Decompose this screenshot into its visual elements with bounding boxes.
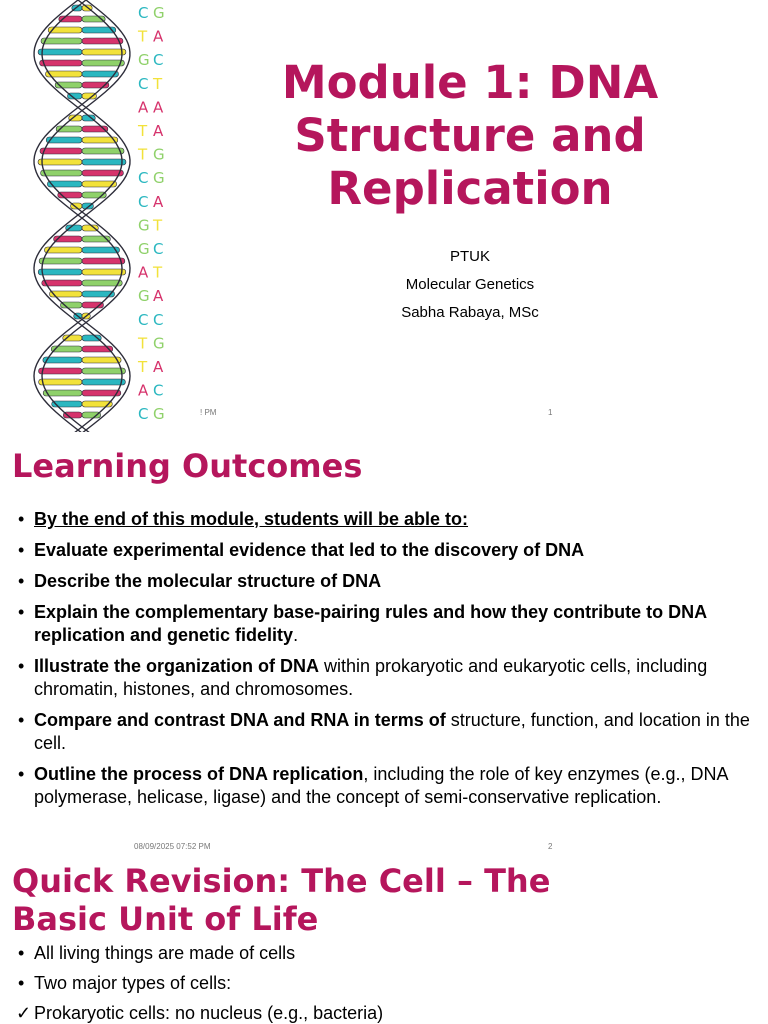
base-letter: A [153,287,164,306]
revision-list [18,941,754,1024]
base-letter: G [138,287,150,306]
base-letter: C [153,310,164,329]
base-letter: A [138,98,149,117]
cell-revision-slide [0,852,768,1024]
list-item: • Explain the complementary base-pairing rules and how they contribute to DNA replication and genetic fidelity. [18,601,754,647]
title-line: Basic Unit of Life [12,900,319,938]
base-pair-rung [82,170,123,176]
base-letter: A [138,381,149,400]
base-letter: T [138,145,148,164]
base-letter: C [138,405,149,424]
base-letter: G [153,145,165,164]
list-item: • Describe the molecular structure of DNA [18,570,754,593]
base-pair-rung [41,38,82,44]
base-letter: T [138,358,148,376]
base-letter: G [153,405,165,424]
base-letter: C [138,169,149,188]
base-letter: G [153,334,165,353]
base-pair-rung [82,258,125,264]
base-pair-rung [40,148,82,154]
list-item: • Illustrate the organization of DNA within prokaryotic and eukaryotic cells, including chromatin, histones, and chromosomes. [18,655,754,701]
list-item: • Evaluate experimental evidence that led to the discovery of DNA [18,539,754,562]
base-pair-rung [82,38,123,44]
base-pair-rung [38,49,82,55]
title-line: Replication [327,162,613,215]
base-letter: T [138,334,148,353]
base-letter: T [153,216,163,235]
base-pair-rung [82,269,126,275]
list-item: • Outline the process of DNA replication, including the role of key enzymes (e.g., DNA polymerase, helicase, ligase) and the concept of semi-conservative replication. [18,763,754,809]
list-item: • Two major types of cells: [18,971,754,995]
base-pair-rung [38,269,82,275]
base-pair-rung [82,368,125,374]
base-pair-rung [39,379,82,385]
list-item: • By the end of this module, students will be able to: [18,508,754,531]
base-letter: C [138,192,149,211]
outcomes-list [18,508,754,817]
base-letter: C [138,4,149,22]
base-letter: G [138,51,150,70]
page-number: 1 [548,408,553,417]
base-pair-rung [82,412,101,418]
footer-time: ! PM [200,408,217,417]
subtitle [330,243,610,327]
learning-outcomes-slide [0,432,768,852]
base-pair-rung [82,148,124,154]
list-item: • All living things are made of cells [18,941,754,965]
base-letter: C [153,240,164,258]
base-letter: T [153,74,163,93]
base-pair-rung [82,379,125,385]
slide-title: Learning Outcomes [12,447,363,485]
base-pair-rung [39,258,82,264]
base-letter: A [138,263,149,282]
base-letter: C [138,74,149,93]
base-letter: G [138,216,150,235]
base-letter: A [153,192,164,211]
slide-title [12,862,550,938]
base-pair-rung [82,335,101,341]
base-letter: G [138,240,150,258]
base-pair-rung [40,60,82,66]
institution: PTUK [449,248,490,265]
base-letter: T [138,27,148,46]
base-pair-rung [39,368,82,374]
dna-helix-illustration [20,0,220,432]
base-letter: C [138,310,149,329]
title-line: Quick Revision: The Cell – The [12,862,551,900]
title-slide [0,0,768,432]
base-letter: C [153,51,164,70]
base-pair-rung [82,60,124,66]
base-letter: A [153,27,164,46]
module-title [250,56,690,215]
check-item: ✓ Prokaryotic cells: no nucleus (e.g., bacteria) [18,1001,754,1024]
base-letter: A [153,122,164,140]
base-letter: A [153,358,164,376]
base-pair-rung [38,159,82,165]
title-line: Structure and [294,109,646,162]
base-pair-rung [63,335,82,341]
base-pair-rung [63,412,82,418]
page-number: 2 [548,842,553,851]
author: Sabha Rabaya, MSc [401,304,539,321]
base-letter: G [153,4,165,22]
course-name: Molecular Genetics [405,276,535,293]
list-item: • Compare and contrast DNA and RNA in terms of structure, function, and location in the cell. [18,709,754,755]
footer-date: 08/09/2025 07:52 PM [134,842,211,851]
base-letter: A [153,98,164,117]
base-letter: C [153,381,164,400]
base-pair-rung [41,170,82,176]
title-line: Module 1: DNA [281,56,659,109]
base-letter: T [138,122,148,140]
base-letter: T [153,263,163,282]
base-letter: G [153,169,165,188]
base-pair-rung [82,49,126,55]
base-pair-rung [82,159,126,165]
